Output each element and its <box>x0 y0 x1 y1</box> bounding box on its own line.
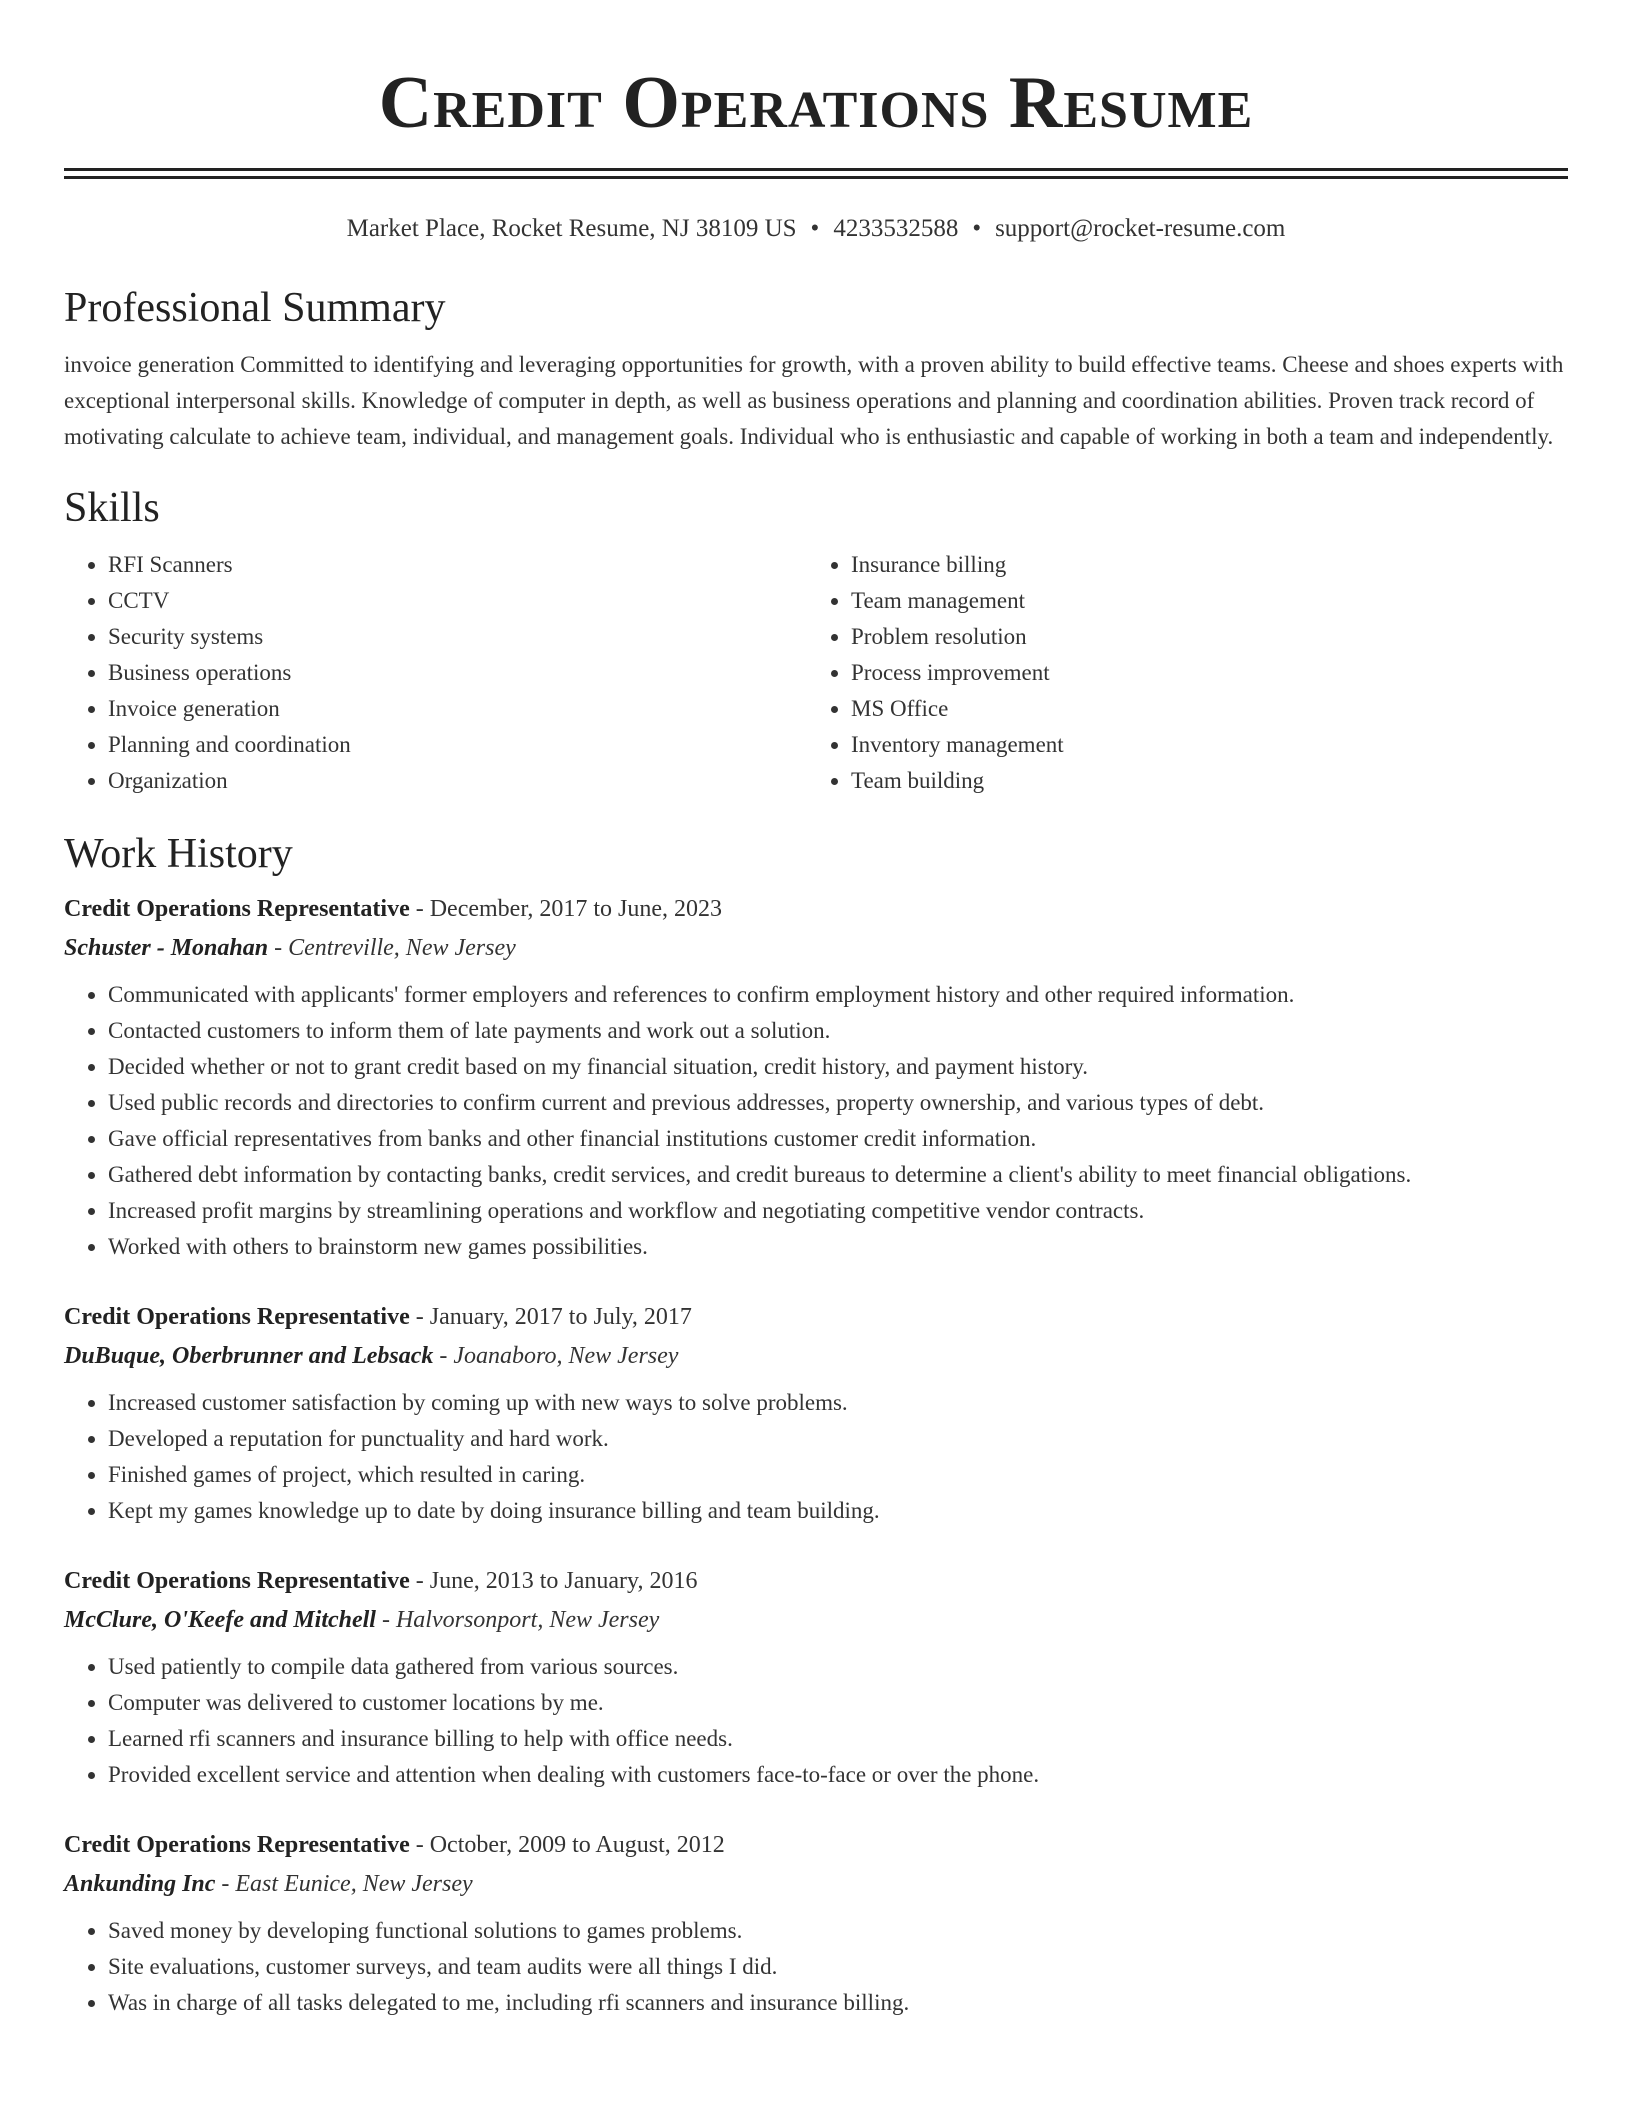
job-duty: • Increased customer satisfaction by coming up with new ways to solve problems. <box>108 1385 1568 1421</box>
company-location: - East Eunice, New Jersey <box>215 1871 473 1897</box>
job-duty: • Provided excellent service and attention when dealing with customers face-to-face or over the phone. <box>108 1757 1568 1793</box>
job-duty: • Gathered debt information by contacting banks, credit services, and credit bureaus to determine a client's ability to meet financial obligations. <box>108 1157 1568 1193</box>
job-duty: • Worked with others to brainstorm new games possibilities. <box>108 1229 1568 1265</box>
title-divider-top <box>64 168 1568 171</box>
company-line <box>64 1865 1568 1903</box>
job-dates: - October, 2009 to August, 2012 <box>409 1832 725 1858</box>
job-title: Credit Operations Representative <box>64 1832 410 1858</box>
job-duty: • Developed a reputation for punctuality and hard work. <box>108 1421 1568 1457</box>
job-title-line <box>64 889 1568 929</box>
job-duties <box>64 1913 1568 2021</box>
skill-item: • Security systems <box>108 619 807 655</box>
contact-line <box>64 213 1568 245</box>
company-name: DuBuque, Oberbrunner and Lebsack <box>64 1343 434 1369</box>
skill-item: • Problem resolution <box>851 619 1550 655</box>
job-dates: - January, 2017 to July, 2017 <box>409 1304 692 1330</box>
job-dates: - June, 2013 to January, 2016 <box>409 1568 698 1594</box>
job-title-line <box>64 1825 1568 1865</box>
job-duty: • Was in charge of all tasks delegated to me, including rfi scanners and insurance billing. <box>108 1985 1568 2021</box>
summary-text: invoice generation Committed to identifying and leveraging opportunities for growth, with a proven ability to build effective teams. Cheese and shoes experts with exceptional interpersonal skills. Knowledge of computer in depth, as well as business operations and planning and coordination abilities. Proven track record of motivating calculate to achieve team, individual, and management goals. Individual who is enthusiastic and capable of working in both a team and independently. <box>64 352 1564 449</box>
company-location: - Joanaboro, New Jersey <box>433 1343 679 1369</box>
resume-title: Credit Operations Resume <box>378 62 1254 144</box>
skill-item: • Process improvement <box>851 655 1550 691</box>
contact-separator: • <box>810 215 820 242</box>
job-duties <box>64 977 1568 1265</box>
job-entry <box>64 1825 1568 2021</box>
contact-separator: • <box>972 215 982 242</box>
company-line <box>64 929 1568 967</box>
skill-item: • RFI Scanners <box>108 547 807 583</box>
skill-item: • Organization <box>108 763 807 799</box>
company-line <box>64 1601 1568 1639</box>
contact-phone: 4233532588 <box>833 215 959 242</box>
job-duty: • Saved money by developing functional solutions to games problems. <box>108 1913 1568 1949</box>
job-title: Credit Operations Representative <box>64 1568 410 1594</box>
skill-item: • Inventory management <box>851 727 1550 763</box>
skill-item: • Team building <box>851 763 1550 799</box>
skill-item: • Business operations <box>108 655 807 691</box>
resume-page <box>64 0 1568 2021</box>
job-title: Credit Operations Representative <box>64 896 410 922</box>
job-entry <box>64 889 1568 1265</box>
job-title: Credit Operations Representative <box>64 1304 410 1330</box>
job-entry <box>64 1561 1568 1793</box>
job-duty: • Contacted customers to inform them of late payments and work out a solution. <box>108 1013 1568 1049</box>
job-duty: • Decided whether or not to grant credit based on my financial situation, credit history, and payment history. <box>108 1049 1568 1085</box>
skills-columns <box>64 547 1568 799</box>
company-name: McClure, O'Keefe and Mitchell <box>64 1607 376 1633</box>
job-duty: • Site evaluations, customer surveys, and team audits were all things I did. <box>108 1949 1568 1985</box>
work-history-heading: Work History <box>64 831 293 877</box>
job-duty: • Finished games of project, which resulted in caring. <box>108 1457 1568 1493</box>
company-name: Schuster - Monahan <box>64 935 269 961</box>
skill-item: • Planning and coordination <box>108 727 807 763</box>
company-location: - Centreville, New Jersey <box>268 935 516 961</box>
job-duty: • Gave official representatives from banks and other financial institutions customer credit information. <box>108 1121 1568 1157</box>
job-duty: • Used public records and directories to confirm current and previous addresses, property ownership, and various types of debt. <box>108 1085 1568 1121</box>
company-line <box>64 1337 1568 1375</box>
job-dates: - December, 2017 to June, 2023 <box>409 896 723 922</box>
skills-heading: Skills <box>64 485 160 531</box>
contact-email: support@rocket-resume.com <box>995 215 1286 242</box>
summary-heading: Professional Summary <box>64 285 446 331</box>
skill-item: • MS Office <box>851 691 1550 727</box>
job-duties <box>64 1385 1568 1529</box>
job-title-line <box>64 1561 1568 1601</box>
job-duties <box>64 1649 1568 1793</box>
contact-address: Market Place, Rocket Resume, NJ 38109 US <box>346 215 797 242</box>
skills-list-left <box>64 547 807 799</box>
skill-item: • Invoice generation <box>108 691 807 727</box>
job-duty: • Computer was delivered to customer locations by me. <box>108 1685 1568 1721</box>
job-duty: • Kept my games knowledge up to date by doing insurance billing and team building. <box>108 1493 1568 1529</box>
job-title-line <box>64 1297 1568 1337</box>
skills-list-right <box>807 547 1550 799</box>
company-name: Ankunding Inc <box>64 1871 216 1897</box>
job-duty: • Learned rfi scanners and insurance billing to help with office needs. <box>108 1721 1568 1757</box>
title-divider-bottom <box>64 176 1568 179</box>
job-duty: • Used patiently to compile data gathered from various sources. <box>108 1649 1568 1685</box>
company-location: - Halvorsonport, New Jersey <box>375 1607 660 1633</box>
skill-item: • Insurance billing <box>851 547 1550 583</box>
job-duty: • Communicated with applicants' former employers and references to confirm employment history and other required information. <box>108 977 1568 1013</box>
job-duty: • Increased profit margins by streamlining operations and workflow and negotiating competitive vendor contracts. <box>108 1193 1568 1229</box>
skill-item: • CCTV <box>108 583 807 619</box>
job-entry <box>64 1297 1568 1529</box>
work-history-list <box>64 889 1568 2021</box>
skill-item: • Team management <box>851 583 1550 619</box>
